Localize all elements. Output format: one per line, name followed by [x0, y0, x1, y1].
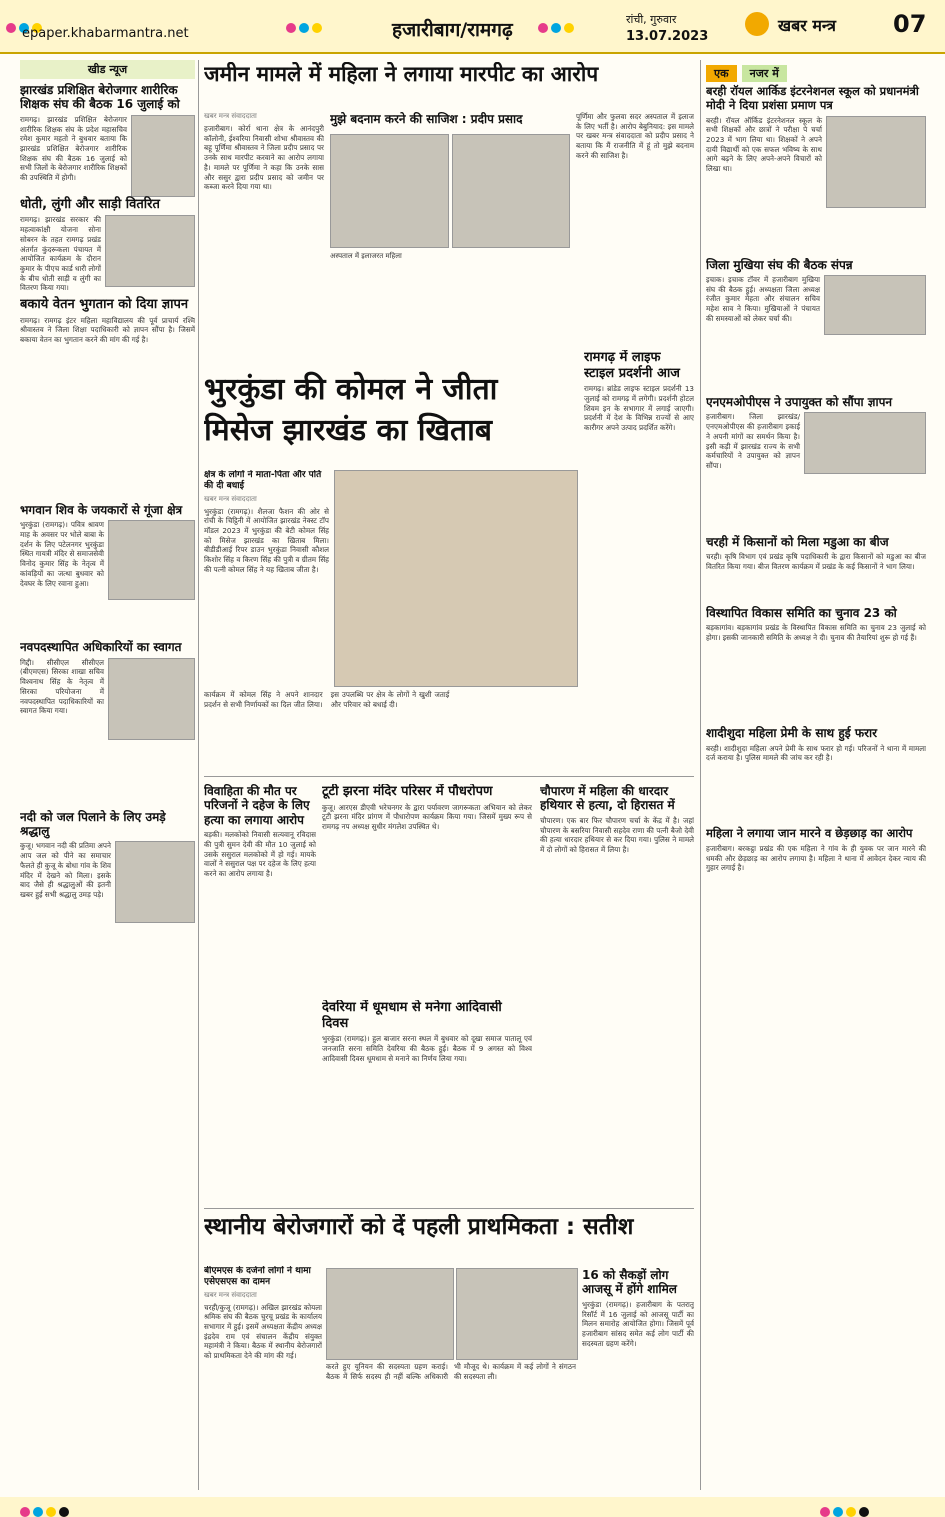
city-day: रांची, गुरुवार — [626, 13, 677, 26]
page-number: 07 — [893, 10, 927, 38]
r5-headline[interactable]: विस्थापित विकास समिति का चुनाव 23 को — [706, 605, 897, 620]
r6-headline[interactable]: शादीशुदा महिला प्रेमी के साथ हुई फरार — [706, 726, 878, 741]
left-s6-headline[interactable]: नदी को जल पिलाने के लिए उमड़े श्रद्धालु — [20, 809, 166, 839]
a2-text-bottom — [204, 690, 576, 770]
a5-headline[interactable]: टूटी झरना मंदिर परिसर में पौधरोपण — [322, 784, 493, 799]
a5-col — [322, 784, 532, 984]
a4-headline[interactable]: विवाहिता की मौत पर परिजनों ने दहेज के लिए हत्या का लगाया आरोप — [204, 784, 310, 827]
photo-nmops — [804, 412, 926, 474]
a8-text-col — [204, 1266, 322, 1491]
a9-headline[interactable]: 16 को सैकड़ों लोग आजसू में होंगे शामिल — [582, 1268, 677, 1297]
r2-body: इचाक। इचाक टॉवर में हजारीबाग मुखिया संघ की बैठक हुई। अध्यक्षता जिला अध्यक्ष रंजीत कुमार मेहता और संचालन सचिव महेश साव ने किया। मुखियाओं ने पंचायत की समस्याओं को लेकर चर्चा की। — [706, 274, 820, 323]
a9-col — [582, 1268, 694, 1493]
a1-subheadline: मुझे बदनाम करने की साजिश : प्रदीप प्रसाद — [330, 112, 523, 126]
photo-hospital-1 — [330, 134, 449, 248]
a3-col — [584, 350, 694, 770]
left-s5-headline[interactable]: नवपदस्थापित अधिकारियों का स्वागत — [20, 640, 182, 655]
a8-kicker: बीएमएस के दर्जनों लोगों ने थामा एसेएसएस का दामन — [204, 1266, 311, 1287]
edition-title: हजारीबाग/रामगढ़ — [392, 19, 513, 41]
a2-body: भुरकुंडा (रामगढ़)। शैलजा फैशन की ओर से रांची के चिट्ठिनी में आयोजित झारखंड नेक्स्ट टॉप मॉडल 2023 में भुरकुंडा की बेटी कोमल सिंह को मिसेज झारखंड का खिताब मिला। बीडीडीआई रिपर डाउन भुरकुंडा निवासी कौशल किशोर सिंह व किरण सिंह की पुत्री व ग्रीतम सिंह की पत्नी कोमल सिंह ने यह खिताब जीता है। — [204, 506, 329, 574]
r3-body: हजारीबाग। जिला झारखंड/ एनएमओपीएस की हजारीबाग इकाई ने अपनी मांगों का समर्थन किया है। इसी कड़ी में झारखंड राज्य के सभी कर्मचारियों ने उपायुक्त को ज्ञापन सौंपा। — [706, 412, 800, 470]
left-s1-headline[interactable]: झारखंड प्रशिक्षित बेरोजगार शारीरिक शिक्षक संघ की बैठक 16 जुलाई को — [20, 83, 180, 112]
left-s4-body: भुरकुंडा (रामगढ़)। पवित्र श्रावण माह के अवसर पर भोले बाबा के दर्शन के लिए पटेलनगर भुरकुंडा स्थित गायत्री मंदिर से समाजसेवी विनोद कुमार सिंह के नेतृत्व में कांवड़ियों का जत्था बुधवार को देवघर के लिए रवाना हुआ। — [20, 520, 104, 588]
color-register-dots — [20, 1502, 72, 1517]
photo-mrs-jharkhand — [334, 470, 578, 687]
r4-body: चरही। कृषि विभाग एवं प्रखंड कृषि पदाधिकारी के द्वारा किसानों को मडुआ का बीज वितरित किया गया। बीज वितरण कार्यक्रम में प्रखंड के कई किसानों ने भाग लिया। — [706, 552, 926, 571]
photo-hospital-2 — [452, 134, 570, 248]
photo-shivling — [115, 841, 195, 923]
a8-text-col-2 — [326, 1362, 576, 1492]
tag-ek: एक — [706, 65, 737, 82]
r1-body: बरही। रॉयल ऑर्किड इंटरनेशनल स्कूल के सभी शिक्षकों और छात्रों ने परीक्षा पे चर्चा 2023 में भाग लिया था। शिक्षकों ने अपने दायी विद्यार्थी को एक सफल भविष्य के साथ आगे बढ़ने के लिए अपने-अपने विचारों को लिखा था। — [706, 115, 822, 174]
photo-person — [131, 115, 195, 197]
a6-col — [540, 784, 694, 1204]
a1-text-col-2 — [576, 112, 694, 347]
a4-col — [204, 784, 316, 1204]
photo-meeting-1 — [326, 1268, 454, 1360]
a7-col — [322, 1000, 532, 1200]
a7-body: भुरकुंडा (रामगढ़)। हुल बाजार सरना स्थल में बुधवार को दूखा समाज पातालू एवं जनजाति सरना समिति देवरिया की बैठक हुई। बैठक में 9 अगस्त को विश्व आदिवासी दिवस धूमधाम से मनाने का निर्णय लिया गया। — [322, 1034, 532, 1063]
a1-byline: खबर मन्त्र संवाददाता — [204, 112, 257, 120]
brand-logo-icon — [745, 12, 769, 36]
left-s1-body: रामगढ़। झारखंड प्रशिक्षित बेरोजगार शारीरिक शिक्षक संघ के प्रदेश महासचिव रमेश कुमार महतो ने बुधवार बताया कि झारखंड प्रशिक्षित बेरोजगार शारीरिक शिक्षक संघ की बैठक 16 जुलाई को सभी जिलों के बेरोजगार शारीरिक शिक्षकों की उपस्थिति में होगी। — [20, 114, 127, 183]
center-top-headline — [204, 62, 694, 112]
a1-body: हजारीबाग। कोर्रा थाना क्षेत्र के आनंदपुरी कॉलोनी, ईश्वरिया निवासी शोभा श्रीवास्तव की बहू पूर्णिमा श्रीवास्तव ने जिला प्रदीप प्रसाद पर उनके साथ मारपीट करवाने का आरोप लगाया है। मामले पर पूर्णिमा ने कहा कि उनके सास और ससुर द्वारा प्रदीप प्रसाद को जमीन पर कब्जा करने दिया गया था। — [204, 124, 324, 192]
column-divider — [198, 60, 199, 1490]
left-s3-body: रामगढ़। रामगढ़ इंटर महिला महाविद्यालय की पूर्व प्राचार्य रश्मि श्रीवास्तव ने जिला शिक्षा पदाधिकारी को ज्ञापन सौंपा है। जिसमें बकाया वेतन का भुगतान करने की मांग की गई है। — [20, 315, 195, 345]
a8-body: चरही/कुजू (रामगढ़)। अखिल झारखंड कोयला श्रमिक संघ की बैठक चुरचू प्रखंड के कार्यालय सभागार में हुई। इसमें अध्यक्षता केंद्रीय अध्यक्ष इंद्रदेव राम एवं संचालन केंद्रीय संयुक्त महामंत्री ने किया। बैठक में स्थानीय बेरोजगारों को प्राथमिकता देने की मांग की गई। — [204, 1302, 322, 1361]
r3-headline[interactable]: एनएमओपीएस ने उपायुक्त को सौंपा ज्ञापन — [706, 394, 893, 409]
left-s6-body: कुजू। भगवान नदी की प्रतिमा अपने आप जल को पीने का समाचार फैलते ही कुजू के बोधा गांव के शिव मंदिर में देखने को मिला। इसके बाद जैसे ही श्रद्धालुओं की इतनी खबर हुई सभी श्रद्धालु उमड़ पड़े। — [20, 841, 111, 900]
a2-headline[interactable]: भुरकुंडा की कोमल ने जीता मिसेज झारखंड का खिताब — [204, 372, 498, 448]
color-register-dots — [286, 18, 325, 37]
a9-body: भुरकुंडा (रामगढ़)। हजारीबाग के पतरातू रिसॉर्ट में 16 जुलाई को आजसू पार्टी का मिलन समारोह आयोजित होगा। जिसमें पूर्व हजारीबाग सांसद समेत कई लोग पार्टी की सदस्यता ग्रहण करेंगे। — [582, 1299, 694, 1348]
ek-nazar-tag — [706, 62, 926, 82]
color-register-dots — [538, 18, 577, 37]
section-tag: खीड न्यूज — [20, 60, 195, 79]
r7-body: हजारीबाग। बरकट्ठा प्रखंड की एक महिला ने गांव के ही युवक पर जान मारने की धमकी और छेड़छाड़ का आरोप लगाया है। महिला ने थाना में आवेदन देकर न्याय की गुहार लगाई है। — [706, 843, 926, 873]
left-column — [20, 60, 195, 1490]
a1-headline[interactable]: जमीन मामले में महिला ने लगाया मारपीट का आरोप — [204, 62, 599, 86]
a3-body: रामगढ़। ब्रांडेड लाइफ स्टाइल प्रदर्शनी 13 जुलाई को रामगढ़ में लगेगी। प्रदर्शनी होटल शिवम इन के सभागार में लगाई जाएगी। प्रदर्शनी में देश के विभिन्न राज्यों से आए कारीगर अपने उत्पाद प्रदर्शित करेंगे। — [584, 384, 694, 433]
a1-text-col — [204, 112, 324, 347]
footer-strip — [0, 1497, 945, 1517]
r5-body: बड़कागांव। बड़कागांव प्रखंड के विस्थापित विकास समिति का चुनाव 23 जुलाई को होगा। इसकी जानकारी समिति के अध्यक्ष ने दी। चुनाव की तैयारियां शुरू हो गई हैं। — [706, 622, 926, 642]
masthead — [0, 0, 945, 54]
photo-meeting-2 — [456, 1268, 578, 1360]
photo-mukhiya — [824, 275, 926, 335]
a1-photo-col — [330, 112, 570, 347]
brand-name: खबर मन्त्र — [778, 16, 836, 35]
a1-caption: अस्पताल में इलाजरत महिला — [330, 252, 402, 260]
r6-body: बरही। शादीशुदा महिला अपने प्रेमी के साथ फरार हो गई। परिजनों ने थाना में मामला दर्ज कराया है। पुलिस मामले की जांच कर रही है। — [706, 743, 926, 763]
r2-headline[interactable]: जिला मुखिया संघ की बैठक संपन्न — [706, 257, 853, 272]
a2-byline: खबर मन्त्र संवाददाता — [204, 494, 257, 503]
color-register-dots — [820, 1502, 872, 1517]
a2-headline-box — [204, 370, 576, 470]
column-divider — [700, 60, 701, 1490]
issue-date: 13.07.2023 — [626, 29, 709, 44]
a2-body-2: कार्यक्रम में कोमल सिंह ने अपने शानदार प्रदर्शन से सभी निर्णायकों का दिल जीत लिया। इस उपलब्धि पर क्षेत्र के लोगों ने खुशी जताई और परिवार को बधाई दी। — [204, 690, 450, 709]
photo-welcome — [108, 658, 195, 740]
site-url[interactable]: epaper.khabarmantra.net — [22, 26, 189, 41]
a8-body-2: करते हुए यूनियन की सदस्यता ग्रहण कराई। बैठक में सिर्फ सदस्य ही नहीं बल्कि अधिकारी भी मौजूद थे। कार्यक्रम में कई लोगों ने संगठन की सदस्यता ली। — [326, 1362, 576, 1381]
r7-headline[interactable]: महिला ने लगाया जान मारने व छेड़छाड़ का आरोप — [706, 826, 913, 841]
left-s4-headline[interactable]: भगवान शिव के जयकारों से गूंजा क्षेत्र — [20, 502, 183, 517]
a6-headline[interactable]: चौपारण में महिला की धारदार हथियार से हत्या, दो हिरासत में — [540, 784, 675, 813]
a2-kicker: क्षेत्र के लोगों ने माता-पिता और पति की दी बधाई — [204, 470, 322, 491]
left-s2-body: रामगढ़। झारखंड सरकार की महत्वाकांक्षी योजना सोना सोबरन के तहत रामगढ़ प्रखंड अंतर्गत कुंदरूकला पंचायत में आयोजित कार्यक्रम के दौरान कुमार के पीएच कार्ड धारी लोगों के बीच धोती साड़ी व लुंगी का वितरण किया गया। — [20, 215, 101, 293]
a7-headline[interactable]: देवरिया में धूमधाम से मनेगा आदिवासी दिवस — [322, 1000, 502, 1031]
a8-headline-box — [204, 1214, 694, 1266]
photo-kanwariya — [108, 520, 195, 600]
a5-body: कुजू। आरएस डीएवी भरेचनगर के द्वारा पर्यावरण जागरूकता अभियान को लेकर टूटी झरना मंदिर प्रांगण में पौधारोपण कार्यक्रम किया गया। जिसमें मुख्य रूप से रामगढ़ नप अध्यक्ष सुधीर मंगलेश उपस्थित थे। — [322, 802, 532, 832]
a2-text-col — [204, 470, 329, 680]
a3-headline[interactable]: रामगढ़ में लाइफ स्टाइल प्रदर्शनी आज — [584, 350, 680, 381]
right-column — [706, 62, 926, 1492]
left-s5-body: गिद्दी। सीसीएल सीसीएल (बीएमएस) सिरका शाखा सचिव विश्वनाथ सिंह के नेतृत्व में सिरका परियोजना में नवपदस्थापित पदाधिकारियों का स्वागत किया गया। — [20, 657, 104, 716]
tag-nazar: नजर में — [742, 65, 787, 82]
left-s2-headline[interactable]: धोती, लुंगी और साड़ी वितरित — [20, 196, 160, 212]
r1-headline[interactable]: बरही रॉयल आर्किड इंटरनेशनल स्कूल को प्रधानमंत्री मोदी ने दिया प्रशंसा प्रमाण पत्र — [706, 84, 919, 112]
section-divider — [204, 776, 694, 777]
a1-body-2: पूर्णिमा और फुलवा सदर अस्पताल में इलाज के लिए भर्ती है। आरोप बेबुनियाद: इस मामले पर खबर मन्त्र संवाददाता को प्रदीप प्रसाद ने बताया कि मैं राजनीति में हूं तो मुझे बदनाम करने की साजिश है। — [576, 112, 694, 160]
a4-body: बड़की। मलकोको निवासी सत्यवानू रविदास की पुत्री सुमन देवी की मौत 10 जुलाई को उसके ससुराल मलकोको में हो गई। मायके वालों ने ससुराल पक्ष पर दहेज के लिए हत्या करने का आरोप लगाया है। — [204, 830, 316, 879]
left-s3-headline[interactable]: बकाये वेतन भुगतान को दिया ज्ञापन — [20, 297, 189, 313]
a6-body: चौपारण। एक बार फिर चौपारण चर्चा के केंद्र में है। जहां चौपारण के बसरिया निवासी सहदेव राणा की पत्नी बैजो देवी की हत्या धारदार हथियार से कर दिया गया। पुलिस ने मामले में दो लोगों को हिरासत में लिया है। — [540, 815, 694, 854]
r4-headline[interactable]: चरही में किसानों को मिला मडुआ का बीज — [706, 534, 889, 549]
section-divider — [204, 1208, 694, 1209]
photo-distribution — [105, 215, 195, 287]
left-s3-body-continued — [20, 349, 195, 499]
a8-byline: खबर मन्त्र संवाददाता — [204, 1290, 257, 1299]
photo-school — [826, 116, 926, 208]
a8-headline[interactable]: स्थानीय बेरोजगारों को दें पहली प्राथमिकता : सतीश — [204, 1214, 634, 1240]
